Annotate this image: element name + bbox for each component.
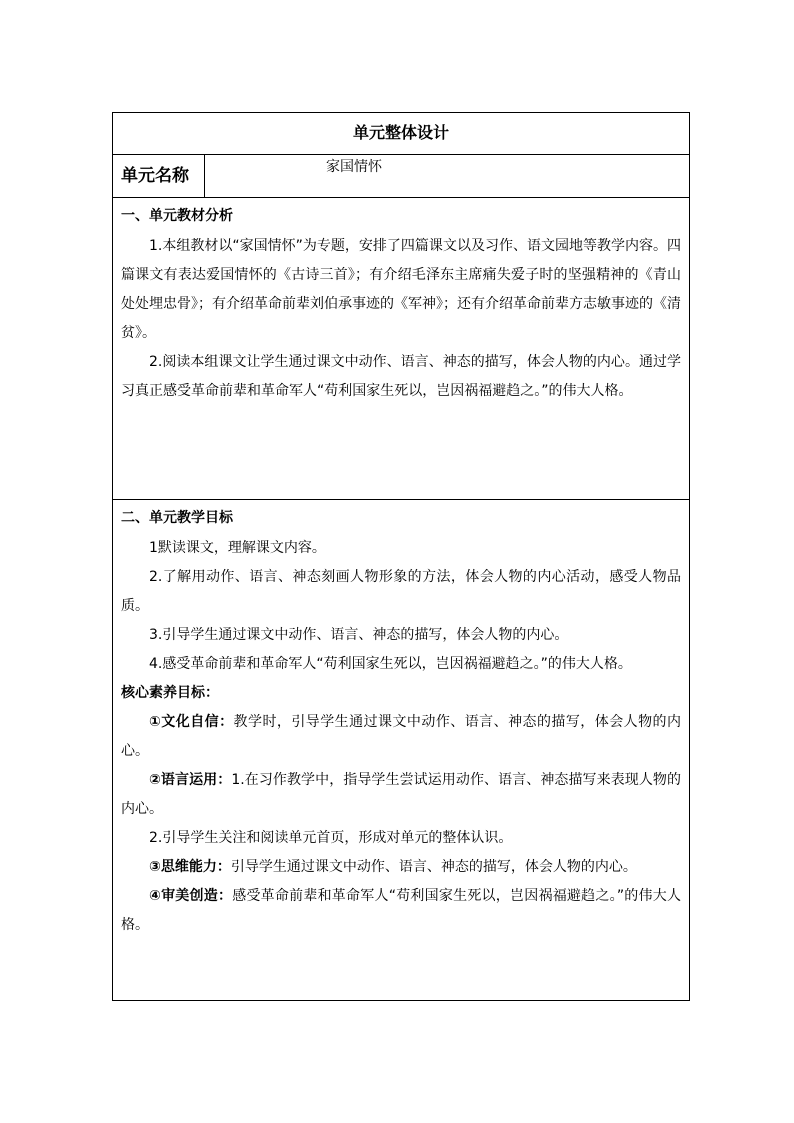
core-literacy-heading: 核心素养目标： xyxy=(121,685,219,701)
teaching-goals-section xyxy=(113,500,689,1000)
core-goal-language-label: ②语言运用： xyxy=(149,772,232,788)
core-goal-culture xyxy=(121,708,681,766)
core-goal-aesthetic xyxy=(121,882,681,940)
core-goal-thinking xyxy=(121,853,681,882)
core-goal-thinking-label: ③思维能力： xyxy=(149,859,231,875)
analysis-paragraph-2: 2.阅读本组课文让学生通过课文中动作、语言、神态的描写，体会人物的内心。通过学习真正感受革命前辈和革命军人“苟利国家生死以，岂因祸福避趋之。”的伟大人格。 xyxy=(121,354,681,399)
core-goal-thinking-text: 引导学生通过课文中动作、语言、神态的描写，体会人物的内心。 xyxy=(230,859,637,875)
core-goal-aesthetic-text: 感受革命前辈和革命军人“苟利国家生死以，岂因祸福避趋之。”的伟大人格。 xyxy=(121,888,681,933)
unit-name-value: 家国情怀 xyxy=(326,159,382,175)
teaching-goals-heading: 二、单元教学目标 xyxy=(121,510,233,526)
core-goal-aesthetic-label: ④审美创造： xyxy=(149,888,233,904)
analysis-paragraph-1: 1.本组教材以“家国情怀”为专题，安排了四篇课文以及习作、语文园地等教学内容。四篇课文有表达爱国情怀的《古诗三首》；有介绍毛泽东主席痛失爱子时的坚强精神的《青山处处埋忠骨》；有介绍革命前辈刘伯承事迹的《军神》；还有介绍革命前辈方志敏事迹的《清贫》。 xyxy=(121,238,681,341)
material-analysis-heading: 一、单元教材分析 xyxy=(121,208,233,224)
core-goal-culture-label: ①文化自信： xyxy=(149,714,234,730)
unit-name-label: 单元名称 xyxy=(113,155,205,197)
goal-1: 1默读课文，理解课文内容。 xyxy=(149,540,326,556)
core-goal-language xyxy=(121,766,681,824)
core-goal-language-text: 1.在习作教学中，指导学生尝试运用动作、语言、神态描写来表现人物的内心。 xyxy=(121,772,681,817)
unit-name-row xyxy=(113,155,689,198)
core-goal-language-2: 2.引导学生关注和阅读单元首页，形成对单元的整体认识。 xyxy=(149,830,513,846)
unit-design-table xyxy=(112,112,690,1001)
core-goal-culture-text: 教学时，引导学生通过课文中动作、语言、神态的描写，体会人物的内心。 xyxy=(121,714,681,759)
goal-2: 2.了解用动作、语言、神态刻画人物形象的方法，体会人物的内心活动，感受人物品质。 xyxy=(121,569,681,614)
goal-3: 3.引导学生通过课文中动作、语言、神态的描写，体会人物的内心。 xyxy=(149,627,569,643)
table-title: 单元整体设计 xyxy=(113,113,689,155)
material-analysis-section xyxy=(113,198,689,500)
goal-4: 4.感受革命前辈和革命军人“苟利国家生死以，岂因祸福避趋之。”的伟大人格。 xyxy=(149,656,632,672)
